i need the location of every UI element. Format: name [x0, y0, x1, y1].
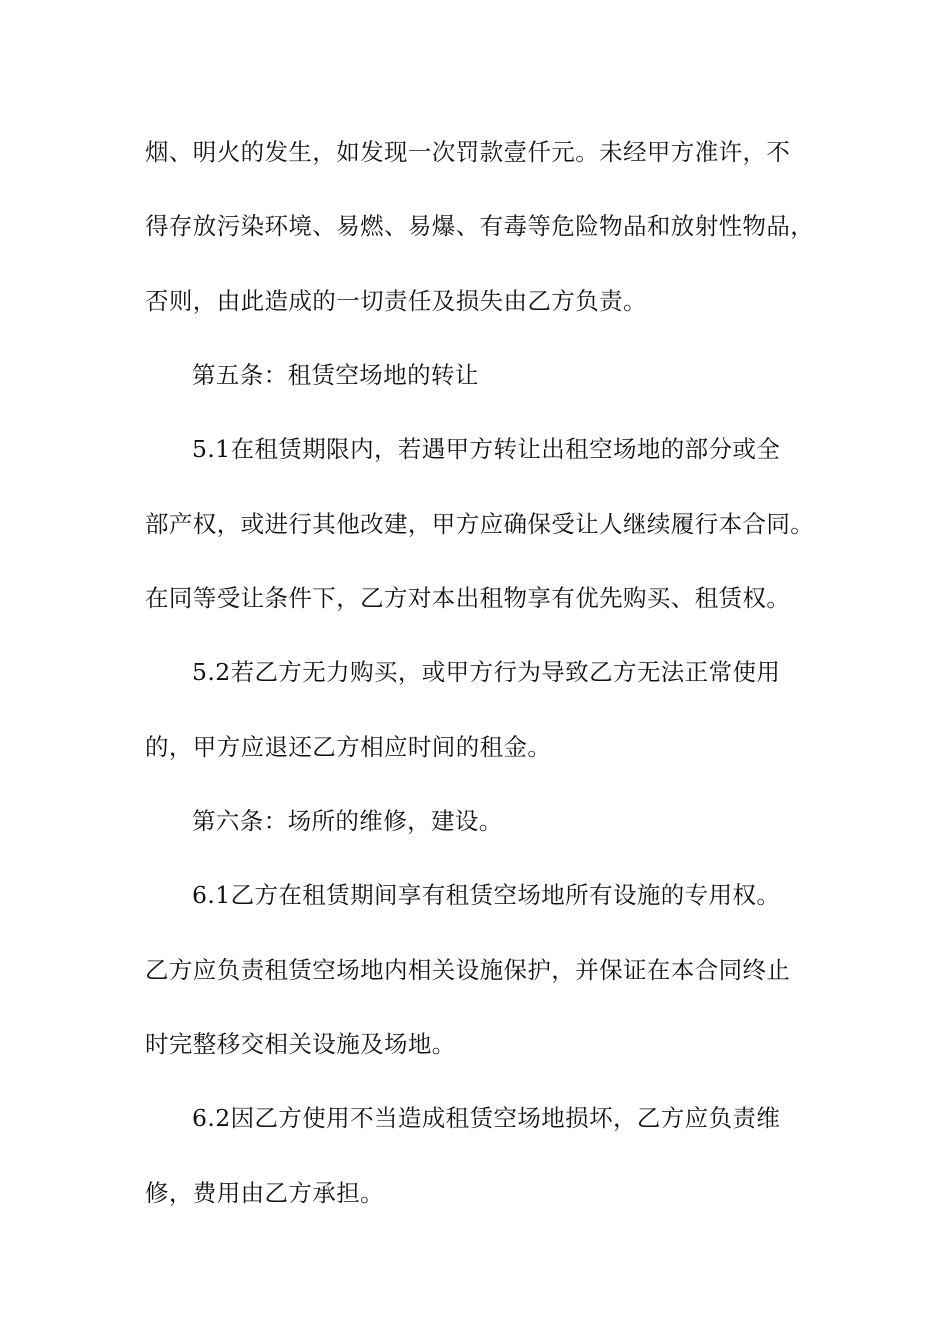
- section-heading-6: 第六条：场所的维修，建设。: [192, 807, 503, 835]
- clause-6-2-line-1: 6.2因乙方使用不当造成租赁空场地损坏，乙方应负责维: [192, 1104, 781, 1132]
- clause-6-1-line-3: 时完整移交相关设施及场地。: [145, 1030, 456, 1058]
- clause-5-1-line-3: 在同等受让条件下，乙方对本出租物享有优先购买、租赁权。: [145, 584, 791, 612]
- clause-5-2-line-1: 5.2若乙方无力购买，或甲方行为导致乙方无法正常使用: [192, 658, 781, 686]
- clause-5-1-line-2: 部产权，或进行其他改建，甲方应确保受让人继续履行本合同。: [145, 510, 815, 538]
- clause-6-2-line-2: 修，费用由乙方承担。: [145, 1179, 384, 1207]
- clause-5-1-line-1: 5.1在租赁期限内，若遇甲方转让出租空场地的部分或全: [192, 435, 781, 463]
- clause-6-1-line-2: 乙方应负责租赁空场地内相关设施保护，并保证在本合同终止: [145, 956, 791, 984]
- text-line-3: 否则，由此造成的一切责任及损失由乙方负责。: [145, 287, 647, 315]
- text-line-2: 得存放污染环境、易燃、易爆、有毒等危险物品和放射性物品，: [145, 212, 815, 240]
- text-line-1: 烟、明火的发生，如发现一次罚款壹仟元。未经甲方准许，不: [145, 138, 791, 166]
- clause-6-1-line-1: 6.1乙方在租赁期间享有租赁空场地所有设施的专用权。: [192, 881, 781, 909]
- section-heading-5: 第五条：租赁空场地的转让: [192, 361, 479, 389]
- clause-5-2-line-2: 的，甲方应退还乙方相应时间的租金。: [145, 733, 552, 761]
